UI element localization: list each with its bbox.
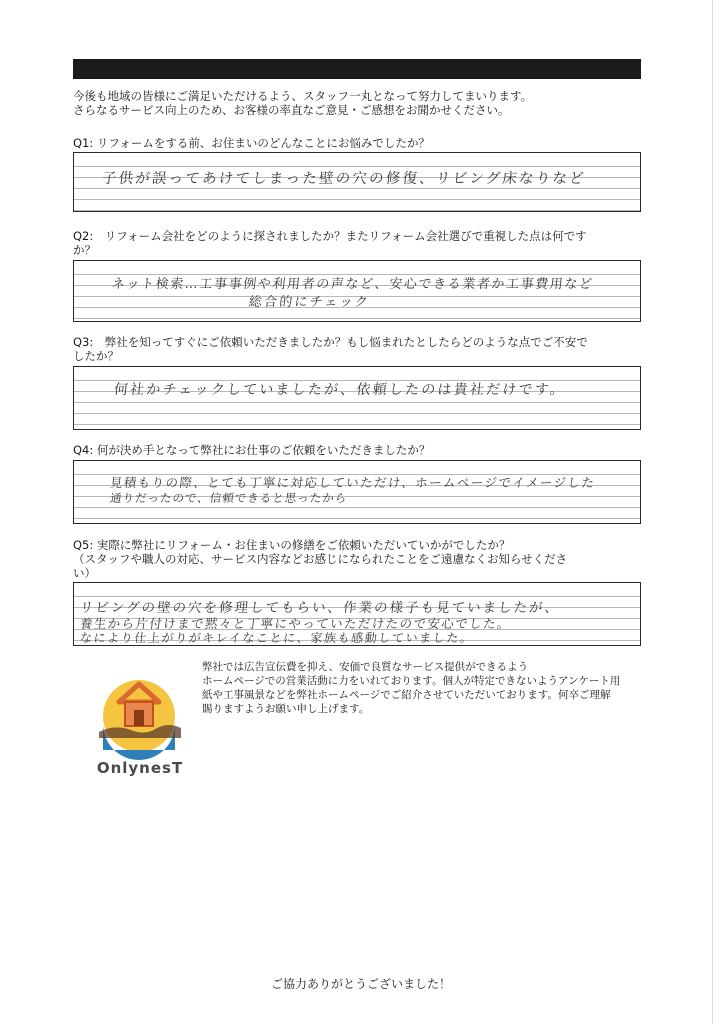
intro-line: 今後も地域の皆様にご満足いただけるよう、スタッフ一丸となって努力してまいります。 [73, 89, 533, 103]
question-text: Q2: リフォーム会社をどのように探されましたか？またリフォーム会社選びで重視した点は何です [73, 229, 587, 243]
handwritten-answer-line: なにより仕上がりがキレイなことに、家族も感動していました。 [79, 631, 475, 645]
question-text: Q1: リフォームをする前、お住まいのどんなことにお悩みでしたか？ [73, 136, 430, 150]
question-4-label [73, 443, 663, 457]
answer-box-4 [73, 460, 641, 524]
handwritten-answer-line: リビングの壁の穴を修理してもらい、作業の様子も見ていましたが、 [78, 600, 561, 616]
handwritten-answer-line: ネット検索…工事事例や利用者の声など、安心できる業者か工事費用など [111, 277, 595, 292]
intro-text [73, 89, 653, 117]
handwritten-answer-line: 見積もりの際、とても丁寧に対応していただけ、ホームページでイメージした [109, 475, 597, 490]
logo-text: OnlynesT [96, 759, 184, 777]
question-5-label [73, 538, 663, 580]
header-bar [73, 59, 641, 79]
answer-box-1 [73, 152, 641, 212]
footer-note [202, 660, 672, 716]
question-text: Q3: 弊社を知ってすぐにご依頼いただきましたか？もし悩まれたとしたらどのような点でご不安で [73, 335, 588, 349]
intro-line: さらなるサービス向上のため、お客様の率直なご意見・ご感想をお聞かせください。 [73, 103, 510, 117]
question-1-label [73, 136, 663, 150]
question-text: か？ [73, 243, 96, 257]
company-logo [95, 672, 185, 780]
handwritten-answer-line: 養生から片付けまで黙々と丁寧にやっていただけたので安心でした。 [79, 616, 512, 631]
handwritten-answer-line: 子供が誤ってあけてしまった壁の穴の修復、リビング床なりなど [101, 171, 587, 187]
scan-edge [712, 0, 713, 1024]
question-text: したか？ [73, 349, 119, 363]
handwritten-answer-line: 総合的にチェック [248, 295, 371, 310]
note-line: 紙や工事風景などを弊社ホームページでご紹介させていただいております。何卒ご理解 [202, 689, 611, 701]
answer-box-2 [73, 260, 641, 322]
question-text: （スタッフや職人の対応、サービス内容などお感じになられたことをご遠慮なくお知らせくださ [73, 552, 568, 566]
question-3-label [73, 335, 663, 363]
thanks-message: ご協力ありがとうございました！ [270, 977, 451, 991]
handwritten-answer-line: 何社かチェックしていましたが、依頼したのは貴社だけです。 [113, 382, 567, 398]
question-text: い） [73, 566, 96, 580]
note-line: 賜りますようお願い申し上げます。 [202, 703, 370, 715]
note-line: 弊社では広告宣伝費を抑え、安価で良質なサービス提供ができるよう [202, 661, 529, 673]
handwritten-answer-line: 通りだったので、信頼できると思ったから [109, 491, 349, 505]
note-line: ホームページでの営業活動に力をいれております。個人が特定できないようアンケート用 [202, 675, 621, 687]
answer-box-5 [73, 582, 641, 646]
logo-door [134, 710, 144, 726]
house-logo-icon [95, 672, 185, 780]
question-text: Q5: 実際に弊社にリフォーム・お住まいの修繕をご依頼いただいていかがでしたか？ [73, 538, 511, 552]
question-2-label [73, 229, 663, 257]
answer-box-3 [73, 366, 641, 430]
question-text: Q4: 何が決め手となって弊社にお仕事のご依頼をいただきましたか？ [73, 443, 431, 457]
